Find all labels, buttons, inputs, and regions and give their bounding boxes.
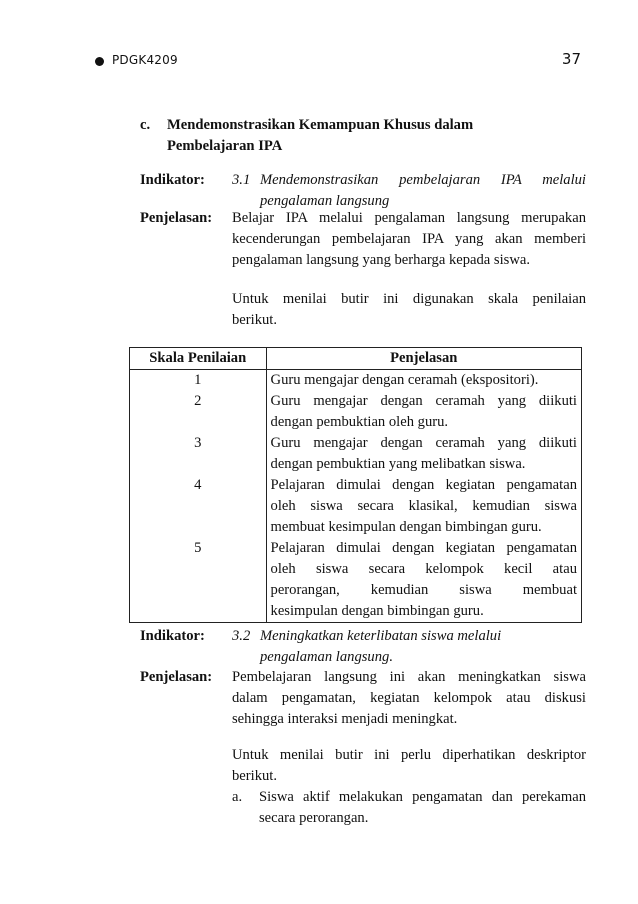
- page-number: 37: [561, 50, 581, 68]
- scale-cell: 3: [130, 433, 267, 475]
- note-line: berikut.: [232, 312, 277, 328]
- scale-cell: 4: [130, 475, 267, 538]
- description-cell: [266, 370, 581, 392]
- indicator-line: pengalaman langsung: [260, 193, 390, 209]
- table-header-row: [130, 348, 582, 370]
- description-line: dengan pembuktian oleh guru.: [270, 414, 449, 430]
- indicator-row-1: [140, 170, 586, 212]
- note-line: berikut.: [232, 768, 277, 784]
- description-line: Guru mengajar dengan ceramah (ekspositori).: [270, 372, 539, 388]
- description-line: Pelajaran dimulai dengan kegiatan pengamatan: [270, 540, 577, 556]
- explanation-line: Belajar IPA melalui pengalaman langsung merupakan: [232, 210, 586, 226]
- description-cell: [266, 538, 581, 623]
- description-line: dengan pembuktian yang melibatkan siswa.: [270, 456, 526, 472]
- list-item: [232, 787, 586, 829]
- table-header-cell: Skala Penilaian: [130, 348, 267, 370]
- scale-cell: 1: [130, 370, 267, 392]
- section-title-line: Mendemonstrasikan Kemampuan Khusus dalam: [167, 117, 474, 133]
- table-row: [130, 538, 582, 623]
- indicator-row-2: [140, 626, 586, 668]
- description-line: Guru mengajar dengan ceramah yang diikuti: [270, 393, 577, 409]
- indicator-number: 3.2: [232, 628, 251, 644]
- note-line: Untuk menilai butir ini digunakan skala penilaian: [232, 291, 586, 307]
- explanation-row-1: [140, 208, 586, 272]
- scale-cell: 5: [130, 538, 267, 623]
- description-line: Guru mengajar dengan ceramah yang diikuti: [270, 435, 577, 451]
- table-row: [130, 391, 582, 433]
- description-cell: [266, 433, 581, 475]
- indicator-text: [260, 170, 586, 212]
- description-line: oleh siswa secara klasikal, kemudian siswa: [270, 498, 577, 514]
- explanation-line: dalam pengamatan, kegiatan kelompok atau diskusi: [232, 690, 586, 706]
- bullet-icon: [95, 57, 104, 66]
- indicator-line: Mendemonstrasikan pembelajaran IPA melalui: [260, 172, 586, 188]
- table-row: [130, 475, 582, 538]
- indicator-line: pengalaman langsung.: [260, 649, 393, 665]
- table-row: [130, 370, 582, 392]
- description-line: kesimpulan dengan bimbingan guru.: [270, 603, 484, 619]
- course-code: PDGK4209: [112, 53, 178, 67]
- note-text: [232, 745, 586, 787]
- section-title: [167, 115, 507, 157]
- indicator-number: 3.1: [232, 172, 251, 188]
- explanation-label: Penjelasan:: [140, 669, 213, 685]
- description-cell: [266, 391, 581, 433]
- list-letter: a.: [232, 789, 243, 805]
- page-header: [95, 52, 581, 72]
- rating-scale-table: [129, 347, 582, 623]
- indicator-line: Meningkatkan keterlibatan siswa melalui: [260, 628, 502, 644]
- list-text: [259, 787, 586, 829]
- table-row: [130, 433, 582, 475]
- section-letter: c.: [140, 117, 151, 133]
- note-row-2: [140, 745, 586, 787]
- description-line: perorangan, kemudian siswa membuat: [270, 582, 577, 598]
- section-title-line: Pembelajaran IPA: [167, 138, 283, 154]
- explanation-row-2: [140, 667, 586, 731]
- description-line: membuat kesimpulan dengan bimbingan guru.: [270, 519, 542, 535]
- indicator-label: Indikator:: [140, 172, 205, 188]
- note-row-1: [140, 289, 586, 331]
- explanation-line: Pembelajaran langsung ini akan meningkatkan siswa: [232, 669, 586, 685]
- description-line: Pelajaran dimulai dengan kegiatan pengamatan: [270, 477, 577, 493]
- explanation-line: kecenderungan pembelajaran IPA yang akan memberi: [232, 231, 586, 247]
- scale-cell: 2: [130, 391, 267, 433]
- explanation-line: sehingga interaksi menjadi meningkat.: [232, 711, 458, 727]
- explanation-text: [232, 208, 586, 271]
- explanation-text: [232, 667, 586, 730]
- indicator-text: [260, 626, 586, 668]
- list-line: Siswa aktif melakukan pengamatan dan perekaman: [259, 789, 586, 805]
- description-cell: [266, 475, 581, 538]
- list-line: secara perorangan.: [259, 810, 369, 826]
- note-text: [232, 289, 586, 331]
- note-line: Untuk menilai butir ini perlu diperhatikan deskriptor: [232, 747, 586, 763]
- explanation-line: pengalaman langsung yang berharga kepada siswa.: [232, 252, 530, 268]
- description-line: oleh siswa secara kelompok kecil atau: [270, 561, 577, 577]
- table-header-cell: Penjelasan: [266, 348, 581, 370]
- explanation-label: Penjelasan:: [140, 210, 213, 226]
- indicator-label: Indikator:: [140, 628, 205, 644]
